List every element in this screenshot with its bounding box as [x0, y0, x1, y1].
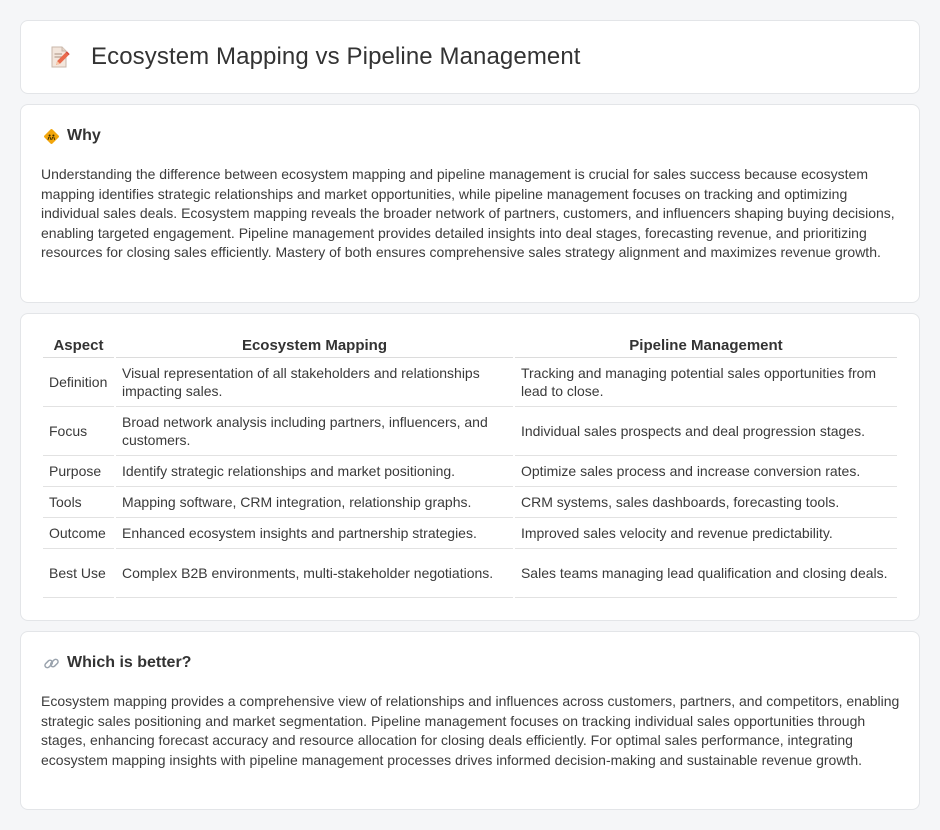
row-aspect: Definition	[43, 358, 114, 407]
row-ecosystem-mapping: Complex B2B environments, multi-stakeholder negotiations.	[116, 549, 513, 598]
row-ecosystem-mapping: Broad network analysis including partners, influencers, and customers.	[116, 407, 513, 456]
table-row	[43, 358, 897, 407]
better-title: Which is better?	[67, 654, 192, 671]
table-row	[43, 549, 897, 598]
row-pipeline-management: Individual sales prospects and deal progression stages.	[515, 407, 897, 456]
row-pipeline-management: Improved sales velocity and revenue predictability.	[515, 518, 897, 549]
table-row	[43, 518, 897, 549]
table-row	[43, 487, 897, 518]
title-row	[21, 21, 919, 93]
row-ecosystem-mapping: Visual representation of all stakeholders and relationships impacting sales.	[116, 358, 513, 407]
better-heading-row	[43, 654, 191, 672]
row-aspect: Outcome	[43, 518, 114, 549]
row-aspect: Focus	[43, 407, 114, 456]
row-aspect: Best Use	[43, 549, 114, 598]
why-title: Why	[67, 127, 101, 144]
table-header-row	[43, 334, 897, 358]
comparison-section	[20, 313, 920, 621]
which-is-better-section	[20, 631, 920, 810]
row-aspect: Purpose	[43, 456, 114, 487]
table-row	[43, 407, 897, 456]
page-title: Ecosystem Mapping vs Pipeline Management	[91, 43, 581, 70]
comparison-table	[41, 334, 899, 598]
why-heading-row	[43, 127, 101, 145]
row-ecosystem-mapping: Mapping software, CRM integration, relationship graphs.	[116, 487, 513, 518]
row-pipeline-management: Optimize sales process and increase conversion rates.	[515, 456, 897, 487]
link-icon	[43, 655, 60, 672]
row-pipeline-management: Sales teams managing lead qualification and closing deals.	[515, 549, 897, 598]
row-aspect: Tools	[43, 487, 114, 518]
row-pipeline-management: CRM systems, sales dashboards, forecasting tools.	[515, 487, 897, 518]
road-sign-icon	[43, 128, 60, 145]
row-pipeline-management: Tracking and managing potential sales opportunities from lead to close.	[515, 358, 897, 407]
column-header-aspect: Aspect	[43, 334, 114, 358]
better-body: Ecosystem mapping provides a comprehensive view of relationships and influences across customers, partners, and competitors, enabling strategic sales positioning and market segmentation. Pipeline management focuses on tracking individual sales opportunities through stages, enhancing forecast accuracy and resource allocation for closing deals efficiently. For optimal sales performance, integrating ecosystem mapping insights with pipeline management processes drives informed decision-making and sustainable revenue growth.	[41, 693, 900, 768]
document-pencil-icon	[47, 45, 71, 69]
row-ecosystem-mapping: Enhanced ecosystem insights and partnership strategies.	[116, 518, 513, 549]
column-header-ecosystem-mapping: Ecosystem Mapping	[116, 334, 513, 358]
row-ecosystem-mapping: Identify strategic relationships and market positioning.	[116, 456, 513, 487]
table-row	[43, 456, 897, 487]
column-header-pipeline-management: Pipeline Management	[515, 334, 897, 358]
title-card	[20, 20, 920, 94]
why-section	[20, 104, 920, 303]
why-body: Understanding the difference between ecosystem mapping and pipeline management is crucial for sales success because ecosystem mapping identifies strategic relationships and market opportunities, while pipeline management focuses on tracking and optimizing individual sales deals. Ecosystem mapping reveals the broader network of partners, customers, and influencers shaping buying decisions, enabling targeted engagement. Pipeline management provides detailed insights into deal stages, forecasting revenue, and prioritizing resources for closing sales efficiently. Mastery of both ensures comprehensive sales strategy alignment and maximizes revenue growth.	[41, 166, 895, 260]
